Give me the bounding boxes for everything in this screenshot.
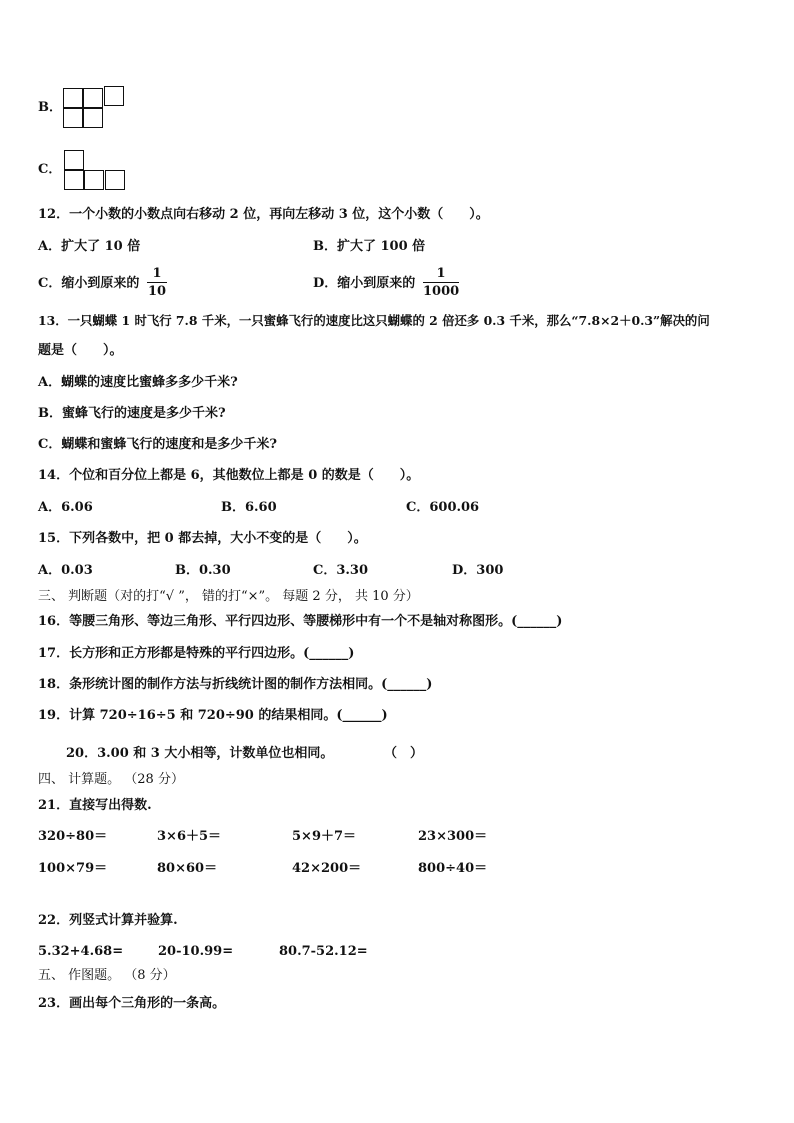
- question-23-stem: 23．画出每个三角形的一条高。: [38, 996, 226, 1011]
- question-15-option-c: C．3.30: [313, 563, 369, 578]
- question-14-option-c: C．600.06: [406, 500, 480, 515]
- question-13-option-b: B．蜜蜂飞行的速度是多少千米?: [38, 406, 226, 421]
- calc-item: 5×9＋7＝: [292, 829, 357, 844]
- question-12-option-c: C．缩小到原来的: [38, 276, 140, 291]
- option-b-label: B．: [38, 100, 62, 115]
- vertical-calc-item: 20-10.99=: [158, 944, 234, 959]
- section-5-title: 五、 作图题。 （8 分）: [38, 968, 176, 983]
- question-13-option-c: C．蝴蝶和蜜蜂飞行的速度和是多少千米?: [38, 437, 277, 452]
- question-20: 20．3.00 和 3 大小相等，计数单位也相同。: [66, 746, 334, 761]
- question-19: 19．计算 720÷16÷5 和 720÷90 的结果相同。(______): [38, 708, 388, 723]
- question-17: 17．长方形和正方形都是特殊的平行四边形。(______): [38, 646, 355, 661]
- question-18: 18．条形统计图的制作方法与折线统计图的制作方法相同。(______): [38, 677, 433, 692]
- question-16: 16．等腰三角形、等边三角形、平行四边形、等腰梯形中有一个不是轴对称图形。(______): [38, 614, 563, 629]
- question-12-stem: 12．一个小数的小数点向右移动 2 位，再向左移动 3 位，这个小数（ ）。: [38, 207, 489, 222]
- question-15-option-d: D．300: [452, 563, 504, 578]
- question-12-option-b: B．扩大了 100 倍: [313, 239, 426, 254]
- vertical-calc-item: 5.32+4.68=: [38, 944, 124, 959]
- question-21-stem: 21．直接写出得数.: [38, 798, 152, 813]
- question-12-option-d: D．缩小到原来的: [313, 276, 416, 291]
- question-15-option-a: A．0.03: [38, 563, 93, 578]
- section-4-title: 四、 计算题。 （28 分）: [38, 772, 184, 787]
- question-14-option-a: A．6.06: [38, 500, 93, 515]
- question-14-option-b: B．6.60: [221, 500, 277, 515]
- question-13-stem-line1: 13．一只蝴蝶 1 时飞行 7.8 千米，一只蜜蜂飞行的速度比这只蝴蝶的 2 倍还多 0.3 千米，那么“7.8×2＋0.3”解决的问: [38, 313, 710, 328]
- calc-item: 80×60＝: [157, 861, 218, 876]
- question-15-option-b: B．0.30: [175, 563, 231, 578]
- question-20-blank: （ ）: [384, 746, 424, 761]
- section-3-title: 三、 判断题（对的打“√ ”， 错的打“×”。 每题 2 分， 共 10 分）: [38, 589, 419, 604]
- question-13-stem-line2: 题是（ ）。: [38, 343, 123, 358]
- question-14-stem: 14．个位和百分位上都是 6，其他数位上都是 0 的数是（ ）。: [38, 468, 420, 483]
- calc-item: 23×300＝: [418, 829, 488, 844]
- vertical-calc-item: 80.7-52.12=: [279, 944, 368, 959]
- question-15-stem: 15．下列各数中，把 0 都去掉，大小不变的是（ ）。: [38, 531, 367, 546]
- calc-item: 800÷40＝: [418, 861, 488, 876]
- fraction-one-thousandth: 1 1000: [423, 266, 460, 299]
- calc-item: 42×200＝: [292, 861, 362, 876]
- calc-item: 320÷80＝: [38, 829, 108, 844]
- question-22-stem: 22．列竖式计算并验算.: [38, 913, 178, 928]
- option-c-label: C．: [38, 162, 62, 177]
- calc-item: 3×6＋5＝: [157, 829, 222, 844]
- question-13-option-a: A．蝴蝶的速度比蜜蜂多多少千米?: [38, 375, 238, 390]
- fraction-one-tenth: 1 10: [147, 266, 167, 299]
- question-12-option-a: A．扩大了 10 倍: [38, 239, 141, 254]
- calc-item: 100×79＝: [38, 861, 108, 876]
